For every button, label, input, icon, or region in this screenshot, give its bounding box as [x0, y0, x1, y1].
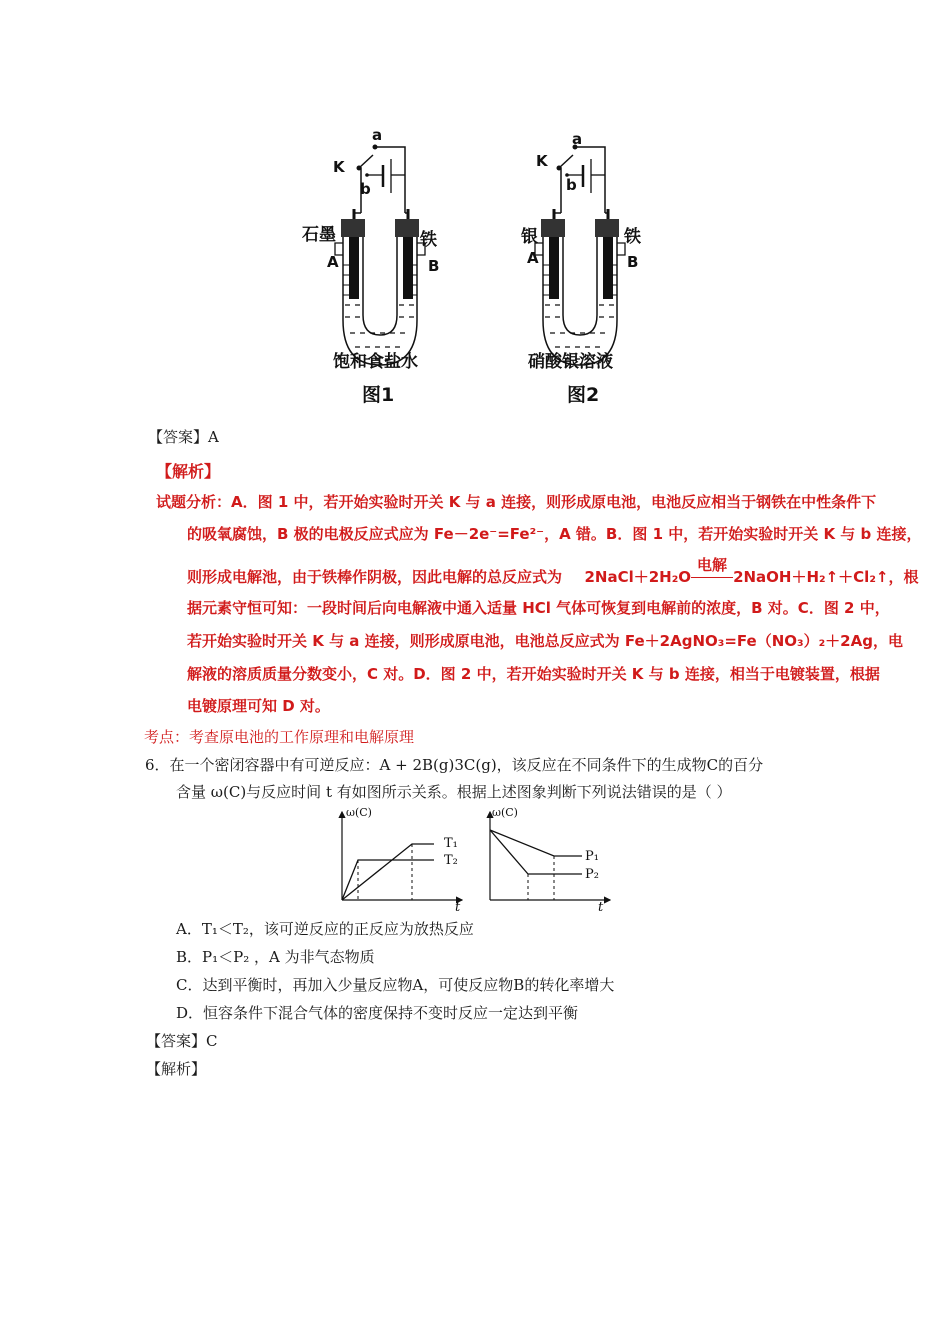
fig2-caption: 图2 [567, 384, 600, 406]
graph2-P2-line [490, 830, 582, 874]
fig2-label-B: B [627, 253, 639, 271]
q6-analysis-head: 【解析】 [146, 1060, 207, 1078]
fig1-label-A: A [327, 253, 339, 271]
q5-eq-condition [691, 556, 733, 586]
graph1-T1-line [342, 844, 434, 900]
fig2-right-electrode: 铁 [624, 227, 641, 247]
q6-stem-1: 6．在一个密闭容器中有可逆反应：A + 2B(g)3C(g)，该反应在不同条件下的生成物C的百分 [145, 756, 764, 774]
fig1-label-B: B [428, 257, 440, 275]
fig2-left-electrode: 银 [521, 227, 538, 247]
fig1-label-a: a [372, 126, 383, 144]
graph1-xlabel: t [455, 900, 461, 915]
q5-line-3-text: 则形成电解池，由于铁棒作阴极，因此电解的总反应式为 [187, 568, 563, 586]
q6-option-a: A．T₁＜T₂，该可逆反应的正反应为放热反应 [176, 920, 474, 938]
graph1-series-T2: T₂ [444, 853, 458, 868]
q5-analysis-head: 【解析】 [156, 462, 221, 481]
fig1-label-K: K [333, 158, 345, 176]
q5-line-1: 试题分析：A．图 1 中，若开始实验时开关 K 与 a 连接，则形成原电池，电池反应相当于钢铁在中性条件下 [156, 493, 877, 511]
q6-option-b: B．P₁＜P₂ ，A 为非气态物质 [176, 948, 375, 966]
graph1-ylabel: ω(C) [346, 806, 372, 819]
q5-eq-cond-text: 电解 [697, 556, 728, 574]
q5-line-4: 据元素守恒可知：一段时间后向电解液中通入适量 HCl 气体可恢复到电解前的浓度，B 对。C．图 2 中， [187, 599, 890, 617]
q5-line-5: 若开始实验时开关 K 与 a 连接，则形成原电池，电池总反应式为 Fe＋2AgNO₃=Fe（NO₃）₂＋2Ag，电 [187, 632, 903, 650]
graph2-xlabel: t [598, 900, 604, 915]
q5-line-6: 解液的溶质质量分数变小，C 对。D．图 2 中，若开始实验时开关 K 与 b 连接，相当于电镀装置，根据 [187, 665, 880, 683]
q5-kaodian: 考点：考查原电池的工作原理和电解原理 [144, 728, 415, 746]
q5-eq-right: 2NaOH＋H₂↑＋Cl₂↑，根 [733, 568, 919, 586]
q5-line-3 [187, 556, 919, 587]
q5-answer: 【答案】A [148, 428, 219, 446]
graph2-ylabel: ω(C) [492, 806, 518, 819]
q6-option-c: C．达到平衡时，再加入少量反应物A，可使反应物B的转化率增大 [176, 976, 615, 994]
fig2-solution: 硝酸银溶液 [528, 352, 613, 372]
graph2-series-P1: P₁ [585, 849, 599, 864]
fig1-solution: 饱和食盐水 [333, 352, 418, 372]
fig1-right-electrode: 铁 [420, 230, 437, 250]
fig1-left-electrode: 石墨 [302, 225, 336, 245]
q5-line-7: 电镀原理可知 D 对。 [187, 697, 330, 715]
q6-stem-2: 含量 ω(C)与反应时间 t 有如图所示关系。根据上述图象判断下列说法错误的是（ ） [176, 783, 732, 801]
graph1-T2-line [342, 860, 434, 900]
q6-answer: 【答案】C [146, 1032, 218, 1050]
graph2-P1-line [490, 830, 582, 856]
fig2-label-b: b [566, 176, 577, 194]
q5-eq-left: 2NaCl＋2H₂O [584, 568, 692, 586]
fig2-label-K: K [536, 152, 548, 170]
q5-line-2: 的吸氧腐蚀，B 极的电极反应式应为 Fe－2e⁻=Fe²⁻，A 错。B．图 1 中，若开始实验时开关 K 与 b 连接， [187, 525, 922, 543]
fig1-caption: 图1 [362, 384, 395, 406]
fig2-label-a: a [572, 130, 583, 148]
graph2-series-P2: P₂ [585, 867, 599, 882]
fig1-label-b: b [360, 180, 371, 198]
fig1-apparatus [335, 145, 425, 366]
fig2-label-A: A [527, 249, 539, 267]
graph1-series-T1: T₁ [444, 836, 458, 851]
fig2-apparatus [535, 145, 625, 366]
q6-option-d: D．恒容条件下混合气体的密度保持不变时反应一定达到平衡 [176, 1004, 579, 1022]
